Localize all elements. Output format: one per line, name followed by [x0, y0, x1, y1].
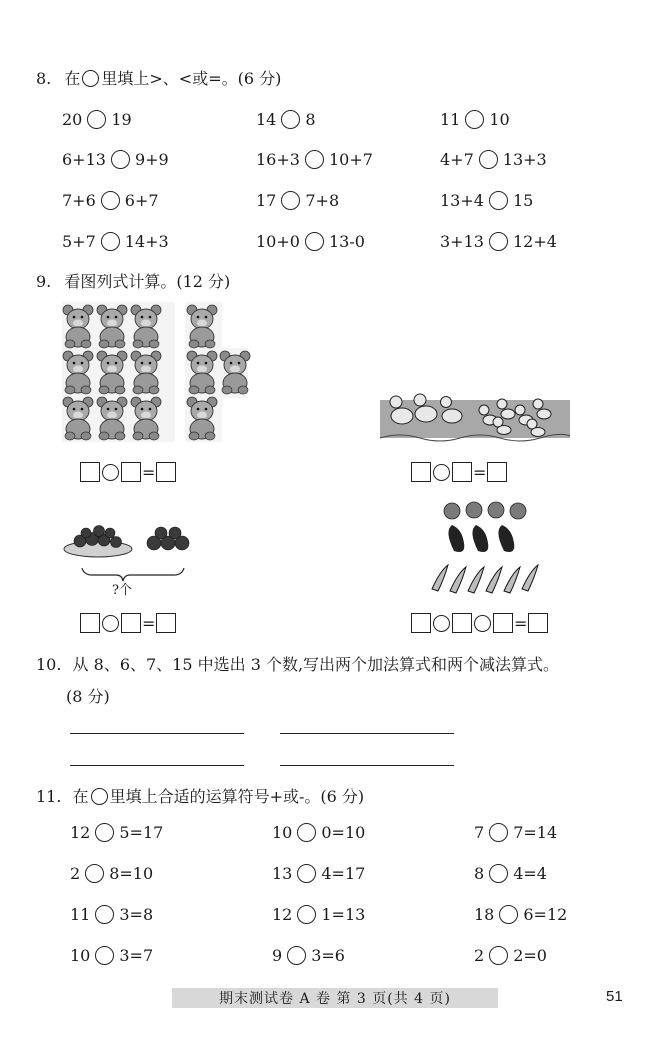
answer-circle[interactable] — [297, 823, 316, 842]
operator-item — [474, 864, 547, 883]
answer-circle[interactable] — [433, 615, 450, 632]
answer-circle[interactable] — [281, 110, 300, 129]
answer-line[interactable] — [280, 765, 454, 766]
operator-item — [272, 823, 365, 842]
question-number: 8. — [36, 69, 52, 88]
right-operand: 13-0 — [328, 232, 365, 251]
fruits-icon — [426, 497, 546, 595]
right-part: 0=10 — [321, 823, 366, 842]
answer-line[interactable] — [70, 733, 244, 734]
answer-circle[interactable] — [95, 823, 114, 842]
answer-circle[interactable] — [489, 823, 508, 842]
left-operand: 10 — [70, 946, 91, 965]
answer-line[interactable] — [70, 765, 244, 766]
answer-box[interactable] — [156, 462, 176, 482]
compare-item — [256, 110, 316, 129]
right-operand: 19 — [111, 110, 132, 129]
left-operand: 13 — [272, 864, 293, 883]
answer-circle[interactable] — [305, 150, 324, 169]
circle-icon — [82, 70, 99, 87]
equals-sign: = — [142, 462, 156, 482]
left-operand: 9 — [272, 946, 283, 965]
compare-item — [62, 110, 132, 129]
answer-circle[interactable] — [489, 946, 508, 965]
answer-box[interactable] — [528, 613, 548, 633]
answer-circle[interactable] — [101, 232, 120, 251]
operator-item — [70, 823, 163, 842]
answer-box[interactable] — [121, 462, 141, 482]
equation-1 — [80, 462, 176, 482]
equals-sign: = — [514, 613, 528, 633]
answer-box[interactable] — [493, 613, 513, 633]
left-operand: 18 — [474, 905, 495, 924]
right-part: 7=14 — [513, 823, 558, 842]
compare-item — [62, 232, 169, 251]
left-operand: 20 — [62, 110, 83, 129]
ducks-icon — [380, 376, 570, 442]
operator-item — [272, 905, 365, 924]
question-prefix: 在 — [72, 787, 89, 806]
right-operand: 9+9 — [134, 150, 169, 169]
right-part: 3=7 — [119, 946, 154, 965]
question-9-title — [36, 269, 230, 292]
left-operand: 11 — [440, 110, 461, 129]
answer-box[interactable] — [80, 462, 100, 482]
answer-circle[interactable] — [85, 864, 104, 883]
answer-line[interactable] — [280, 733, 454, 734]
left-operand: 10+0 — [256, 232, 300, 251]
question-number: 11. — [36, 787, 62, 806]
left-operand: 14 — [256, 110, 277, 129]
left-operand: 2 — [70, 864, 81, 883]
question-number: 10. — [36, 655, 62, 674]
operator-item — [70, 905, 153, 924]
answer-circle[interactable] — [95, 946, 114, 965]
answer-box[interactable] — [411, 462, 431, 482]
answer-circle[interactable] — [101, 191, 120, 210]
answer-box[interactable] — [452, 462, 472, 482]
answer-circle[interactable] — [95, 905, 114, 924]
left-operand: 12 — [272, 905, 293, 924]
answer-box[interactable] — [411, 613, 431, 633]
question-number: 9. — [36, 272, 52, 291]
question-text: 看图列式计算。(12 分) — [64, 272, 231, 291]
compare-item — [62, 150, 169, 169]
answer-circle[interactable] — [499, 905, 518, 924]
right-part: 2=0 — [513, 946, 547, 965]
left-operand: 3+13 — [440, 232, 484, 251]
bracket-label: ?个 — [112, 583, 132, 598]
left-operand: 7 — [474, 823, 485, 842]
question-8-title — [36, 66, 281, 89]
compare-item — [62, 191, 159, 210]
bear-group-icon — [62, 302, 248, 442]
answer-box[interactable] — [80, 613, 100, 633]
compare-item — [256, 150, 373, 169]
right-operand: 12+4 — [512, 232, 557, 251]
right-part: 1=13 — [321, 905, 366, 924]
answer-circle[interactable] — [87, 110, 106, 129]
answer-circle[interactable] — [489, 864, 508, 883]
answer-circle[interactable] — [465, 110, 484, 129]
page-number: 51 — [606, 988, 623, 1005]
answer-box[interactable] — [121, 613, 141, 633]
operator-item — [70, 864, 153, 883]
answer-circle[interactable] — [297, 864, 316, 883]
right-part: 4=4 — [513, 864, 547, 883]
operator-item — [474, 946, 547, 965]
answer-circle[interactable] — [489, 191, 508, 210]
left-operand: 2 — [474, 946, 485, 965]
answer-circle[interactable] — [474, 615, 491, 632]
left-operand: 11 — [70, 905, 91, 924]
answer-circle[interactable] — [111, 150, 130, 169]
answer-box[interactable] — [156, 613, 176, 633]
question-text: 里填上>、<或=。(6 分) — [101, 69, 282, 88]
answer-circle[interactable] — [281, 191, 300, 210]
equation-4 — [411, 613, 548, 633]
left-operand: 4+7 — [440, 150, 474, 169]
left-operand: 8 — [474, 864, 485, 883]
left-operand: 7+6 — [62, 191, 96, 210]
compare-item — [440, 110, 510, 129]
question-points: (8 分) — [66, 687, 110, 706]
left-operand: 10 — [272, 823, 293, 842]
operator-item — [272, 946, 345, 965]
left-operand: 6+13 — [62, 150, 106, 169]
right-part: 5=17 — [119, 823, 164, 842]
left-operand: 16+3 — [256, 150, 300, 169]
answer-circle[interactable] — [287, 946, 306, 965]
operator-item — [70, 946, 153, 965]
compare-item — [256, 191, 339, 210]
equals-sign: = — [473, 462, 487, 482]
question-prefix: 在 — [64, 69, 81, 88]
question-text: 里填上合适的运算符号+或-。(6 分) — [109, 787, 365, 806]
answer-circle[interactable] — [297, 905, 316, 924]
left-operand: 17 — [256, 191, 277, 210]
right-operand: 7+8 — [305, 191, 340, 210]
left-operand: 5+7 — [62, 232, 96, 251]
equals-sign: = — [142, 613, 156, 633]
answer-circle[interactable] — [305, 232, 324, 251]
right-operand: 15 — [512, 191, 534, 210]
answer-box[interactable] — [452, 613, 472, 633]
compare-item — [440, 150, 547, 169]
right-part: 3=8 — [119, 905, 154, 924]
answer-circle[interactable] — [102, 464, 119, 481]
compare-item — [256, 232, 365, 251]
right-part: 6=12 — [523, 905, 568, 924]
answer-circle[interactable] — [479, 150, 498, 169]
page-footer: 期末测试卷 A 卷 第 3 页(共 4 页) — [172, 988, 498, 1008]
answer-circle[interactable] — [102, 615, 119, 632]
right-operand: 8 — [305, 110, 316, 129]
right-operand: 10 — [489, 110, 510, 129]
circle-icon — [91, 788, 108, 805]
answer-circle[interactable] — [433, 464, 450, 481]
left-operand: 12 — [70, 823, 91, 842]
question-11-title — [36, 784, 364, 807]
right-part: 3=6 — [311, 946, 345, 965]
right-part: 8=10 — [109, 864, 154, 883]
right-operand: 6+7 — [124, 191, 159, 210]
operator-item — [272, 864, 365, 883]
question-text: 从 8、6、7、15 中选出 3 个数,写出两个加法算式和两个减法算式。 — [72, 655, 560, 674]
compare-item — [440, 232, 557, 251]
operator-item — [474, 905, 567, 924]
fruit-plate-icon — [62, 523, 200, 587]
right-operand: 14+3 — [124, 232, 169, 251]
equation-3 — [80, 613, 176, 633]
answer-circle[interactable] — [489, 232, 508, 251]
right-part: 4=17 — [321, 864, 366, 883]
equation-2 — [411, 462, 507, 482]
answer-box[interactable] — [487, 462, 507, 482]
left-operand: 13+4 — [440, 191, 484, 210]
right-operand: 13+3 — [502, 150, 547, 169]
right-operand: 10+7 — [328, 150, 373, 169]
question-10-title — [36, 652, 559, 675]
compare-item — [440, 191, 533, 210]
operator-item — [474, 823, 557, 842]
